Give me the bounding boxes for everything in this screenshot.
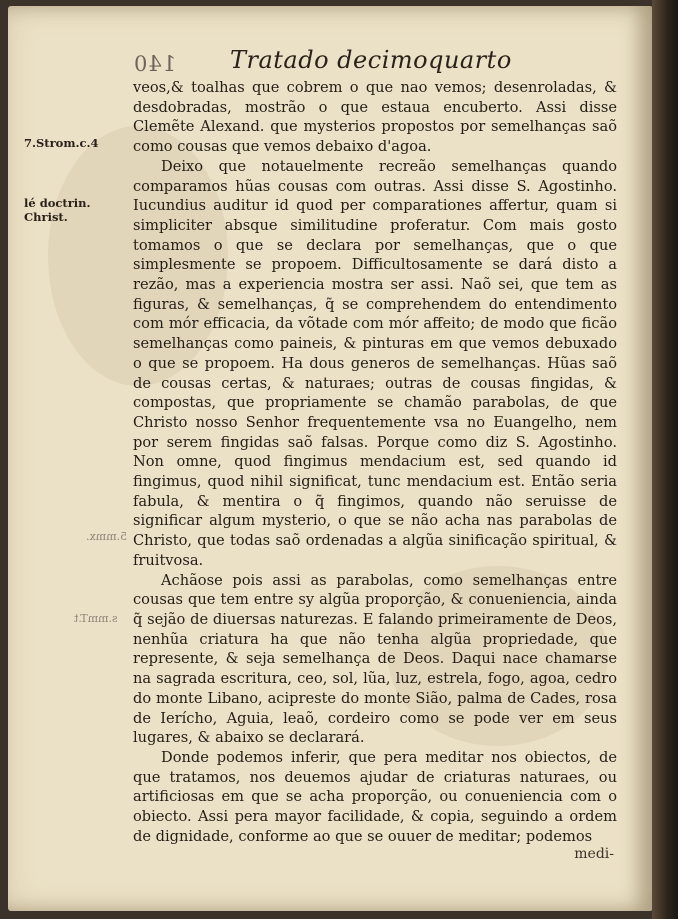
paragraph: Achãose pois assi as parabolas, como semelhanças entre cousas que tem entre sy algũa proporção, & conueniencia, ainda q̃ sejão de diuersas naturezas. E falando primeiramente de Deos, nenhũa criatura ha que não tenha algũa propriedade, que represente, & seja semelhança de Deos. Daqui nace chamarse na sagrada escritura, ceo, sol, lũa, luz, estrela, fogo, agoa, cedro do monte Libano, acipreste do monte Sião, palma de Cades, rosa de Ierícho, Aguia, leaõ, cordeiro como se pode ver em seus lugares, & abaixo se declarará.: [133, 571, 617, 747]
running-title: Tratado decimoquarto: [230, 46, 512, 74]
page-header: [0, 42, 678, 82]
book-spine: [652, 0, 678, 919]
paragraph: veos,& toalhas que cobrem o que nao vemos; desenroladas, & desdobradas, mostrão o que estaua encuberto. Assi disse Clemẽte Alexand. que mysterios propostos por semelhanças saõ como cousas que vemos debaixo d'agoa.: [133, 79, 617, 156]
page-number: 140: [133, 52, 177, 76]
paragraph: Deixo que notauelmente recreão semelhanças quando comparamos hũas cousas com outras. Assi disse S. Agostinho. Iucundius auditur id quod per comparationes affertur, quam si simpliciter absque similitudine proferatur. Com mais gosto tomamos o que se declara por semelhanças, que o que simplesmente se propoem. Difficultosamente se dará disto a rezão, mas a experiencia mostra ser assi. Naõ sei, que tem as figuras, & semelhanças, q̃ se comprehendem do entendimento com mór efficacia, da võtade com mór affeito; de modo que ficão semelhanças como paineis, & pinturas em que vemos debuxado o que se propoem. Ha dous generos de semelhanças. Hũas saõ de cousas certas, & naturaes; outras de cousas fingidas, & compostas, que propriamente se chamão parabolas, de que Christo nosso Senhor frequentemente vsa no Euangelho, nem por serem fingidas saõ falsas. Porque como diz S. Agostinho. Non omne, quod fingimus mendacium est, sed quando id fingimus, quod nihil significat, tunc mendacium est. Então seria fabula, & mentira o q̃ fingimos, quando não seruisse de significar algum mysterio, o que se não acha nas parabolas de Christo, que todas saõ ordenadas a algũa sinificação spiritual, & fruitvosa.: [133, 157, 617, 569]
margin-note-doctrina: lé doctrin. Christ.: [24, 196, 91, 224]
margin-note-stromata: 7.Strom.c.4: [24, 136, 99, 150]
catchword: medi-: [574, 846, 614, 862]
paragraph: Donde podemos inferir, que pera meditar nos obiectos, de que tratamos, nos deuemos ajudar de criaturas naturaes, ou artificiosas em que se acha proporção, ou conueniencia com o obiecto. Assi pera mayor facilidade, & copia, seguindo a ordem de dignidade, conforme ao que se ouuer de meditar; podemos: [133, 748, 617, 845]
bleed-through-mark: s.mmT.t: [74, 612, 118, 625]
bleed-through-mark: 5.mmx.: [86, 530, 128, 543]
main-text: [133, 78, 617, 846]
